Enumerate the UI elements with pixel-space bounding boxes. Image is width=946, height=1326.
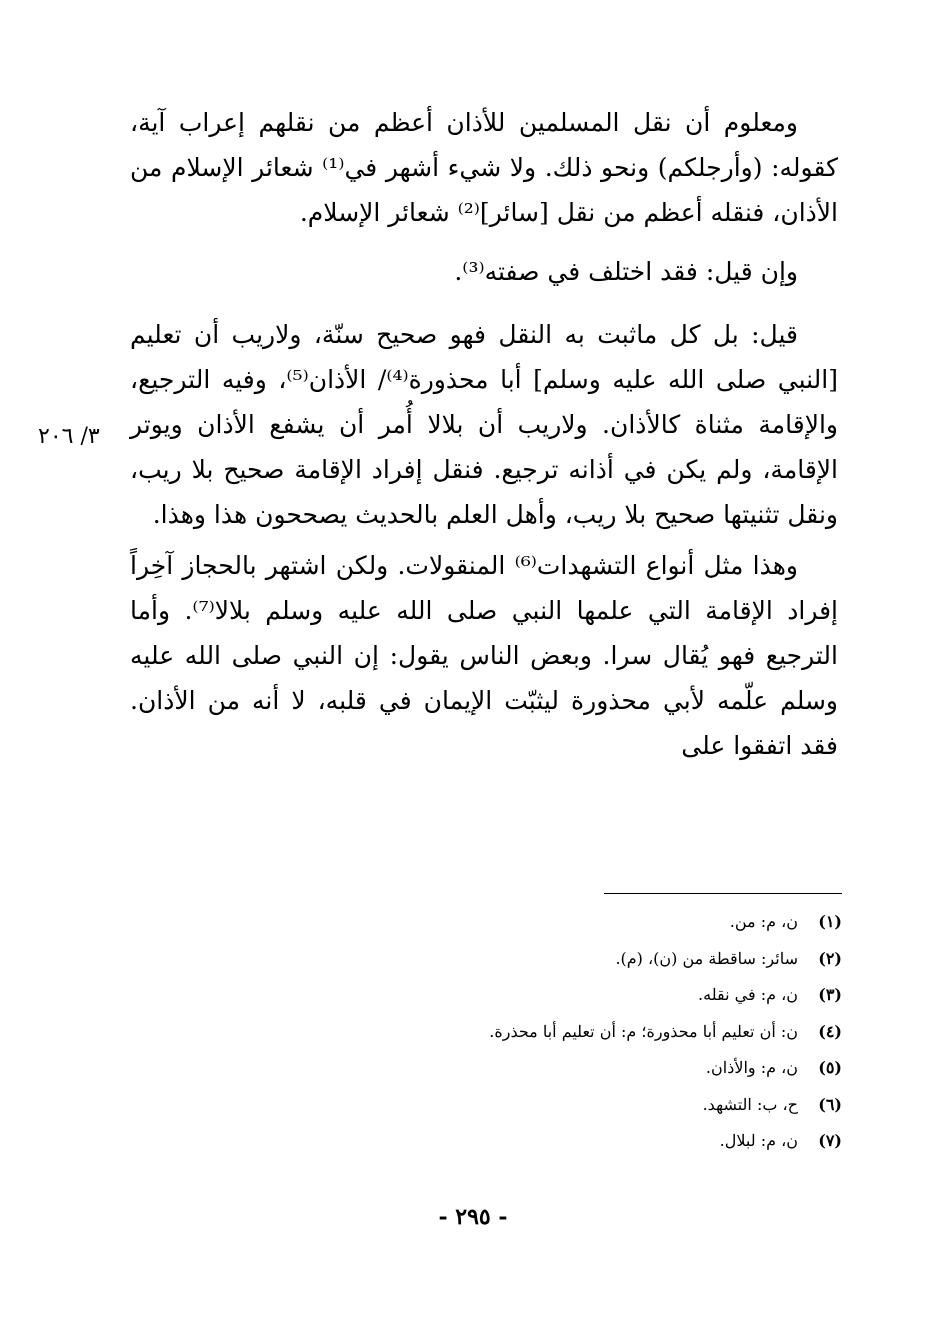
paragraph-4: وهذا مثل أنواع التشهدات⁽⁶⁾ المنقولات. ولكن اشتهر بالحجاز آخِراً إفراد الإقامة التي علمها النبي صلى الله عليه وسلم بلالا⁽⁷⁾. وأما الترجيع فهو يُقال سرا. وبعض الناس يقول: إن النبي صلى الله عليه وسلم علّمه لأبي محذورة ليثبّت الإيمان في قلبه، لا أنه من الأذان. فقد اتفقوا على <box>130 551 839 760</box>
paragraph-2: وإن قيل: فقد اختلف في صفته⁽³⁾. <box>454 257 798 286</box>
footnote-number: (٧) <box>818 1131 842 1150</box>
margin-page-reference: ٣/ ٢٠٦ <box>38 424 100 449</box>
footnote-item <box>322 977 842 1014</box>
footnote-item <box>322 941 842 978</box>
footnote-text: ن، م: لبلال. <box>719 1131 798 1150</box>
footnote-number: (٤) <box>818 1021 842 1041</box>
footnote-number: (٥) <box>818 1058 842 1077</box>
main-text <box>130 100 838 768</box>
footnote-item <box>322 1087 842 1124</box>
paragraph-1: ومعلوم أن نقل المسلمين للأذان أعظم من نقلهم إعراب آية، كقوله: (وأرجلكم) ونحو ذلك. ولا شيء أشهر في⁽¹⁾ شعائر الإسلام من الأذان، فنقله أعظم من نقل [سائر]⁽²⁾ شعائر الإسلام. <box>130 108 839 227</box>
paragraph-3: قيل: بل كل ماثبت به النقل فهو صحيح سنّة، ولاريب أن تعليم [النبي صلى الله عليه وسلم] أبا محذورة⁽⁴⁾/ الأذان⁽⁵⁾، وفيه الترجيع، والإقامة مثناة كالأذان. ولاريب أن بلالا أُمر أن يشفع الأذان ويوتر الإقامة، ولم يكن في أذانه ترجيع. فنقل إفراد الإقامة صحيح بلا ريب، ونقل تثنيتها صحيح بلا ريب، وأهل العلم بالحديث يصححون هذا وهذا. <box>130 320 838 529</box>
footnotes-list <box>322 904 842 1160</box>
footnote-item <box>322 1050 842 1087</box>
footnote-number: (٦) <box>818 1094 842 1114</box>
footnote-number: (٣) <box>818 985 842 1004</box>
footnote-text: سائر: ساقطة من (ن)، (م). <box>615 948 798 968</box>
footnote-text: ن: أن تعليم أبا محذورة؛ م: أن تعليم أبا محذرة. <box>489 1021 798 1041</box>
footnote-number: (٢) <box>818 948 842 968</box>
footnote-item <box>322 1123 842 1160</box>
footnote-number: (١) <box>818 912 842 931</box>
page-number: - ٢٩٥ - <box>438 1204 508 1230</box>
footnote-item <box>322 1014 842 1051</box>
footnote-item <box>322 904 842 941</box>
footnote-divider <box>604 893 842 894</box>
footnote-text: ن، م: والأذان. <box>705 1058 798 1077</box>
footnote-text: ن، م: في نقله. <box>698 985 798 1004</box>
footnote-text: ح، ب: التشهد. <box>702 1094 798 1114</box>
footnote-text: ن، م: من. <box>729 912 798 931</box>
